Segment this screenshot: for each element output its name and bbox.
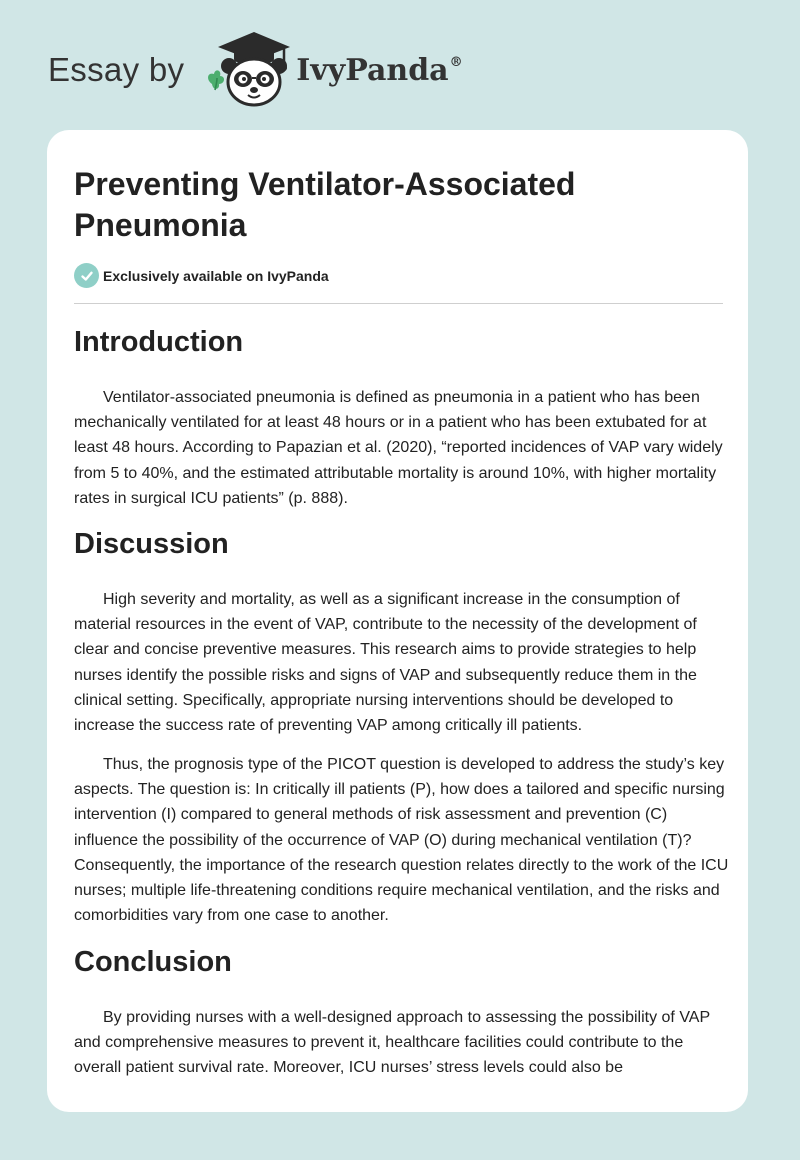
site-header (48, 30, 463, 110)
exclusive-badge-label: Exclusively available on IvyPanda (103, 267, 329, 284)
brand-text: IvyPanda (296, 52, 449, 88)
section-heading-introduction: Introduction (74, 326, 244, 358)
title-divider (74, 303, 723, 304)
paragraph: High severity and mortality, as well as a significant increase in the consumption of material resources in the event of VAP, contribute to the necessity of the development of clear and concise preventive measures. This research aims to provide strategies to help nurses identify the possible risks and signs of VAP and subsequently reduce them in the clinical setting. Specifically, appropriate nursing interventions should be developed to increase the success rate of preventing VAP among critically ill patients. (74, 591, 697, 735)
paragraph: Thus, the prognosis type of the PICOT question is developed to address the study’s key aspects. The question is: In critically ill patients (P), how does a tailored and specific nursing intervention (I) compared to general methods of risk assessment and prevention (C) influence the possibility of the occurrence of VAP (O) during mechanical ventilation (T)? Consequently, the importance of the research question relates directly to the work of the ICU nurses; multiple life-threatening conditions require mechanical ventilation, and the risks and comorbidities vary from one case to another. (74, 756, 729, 925)
section-heading-discussion: Discussion (74, 528, 229, 560)
exclusive-badge (74, 263, 329, 288)
essay-title: Preventing Ventilator-Associated Pneumonia (74, 166, 576, 243)
essay-card (47, 130, 748, 1112)
check-circle-icon (74, 263, 99, 288)
section-heading-conclusion: Conclusion (74, 946, 232, 978)
paragraph: Ventilator-associated pneumonia is defined as pneumonia in a patient who has been mechanically ventilated for at least 48 hours or in a patient who has been extubated for at least 48 hours. According to Papazian et al. (2020), “reported incidences of VAP vary widely from 5 to 40%, and the estimated attributable mortality is around 10%, with higher mortality rates in surgical ICU patients” (p. 888). (74, 389, 723, 507)
paragraph: By providing nurses with a well-designed approach to assessing the possibility of VAP and comprehensive measures to prevent it, healthcare facilities could contribute to the overall patient survival rate. Moreover, ICU nurses’ stress levels could also be (74, 1009, 710, 1077)
brand-name[interactable] (296, 53, 462, 88)
registered-mark: ® (449, 54, 463, 70)
essay-by-label: Essay by (48, 51, 185, 88)
ivypanda-logo-icon[interactable] (198, 30, 294, 110)
